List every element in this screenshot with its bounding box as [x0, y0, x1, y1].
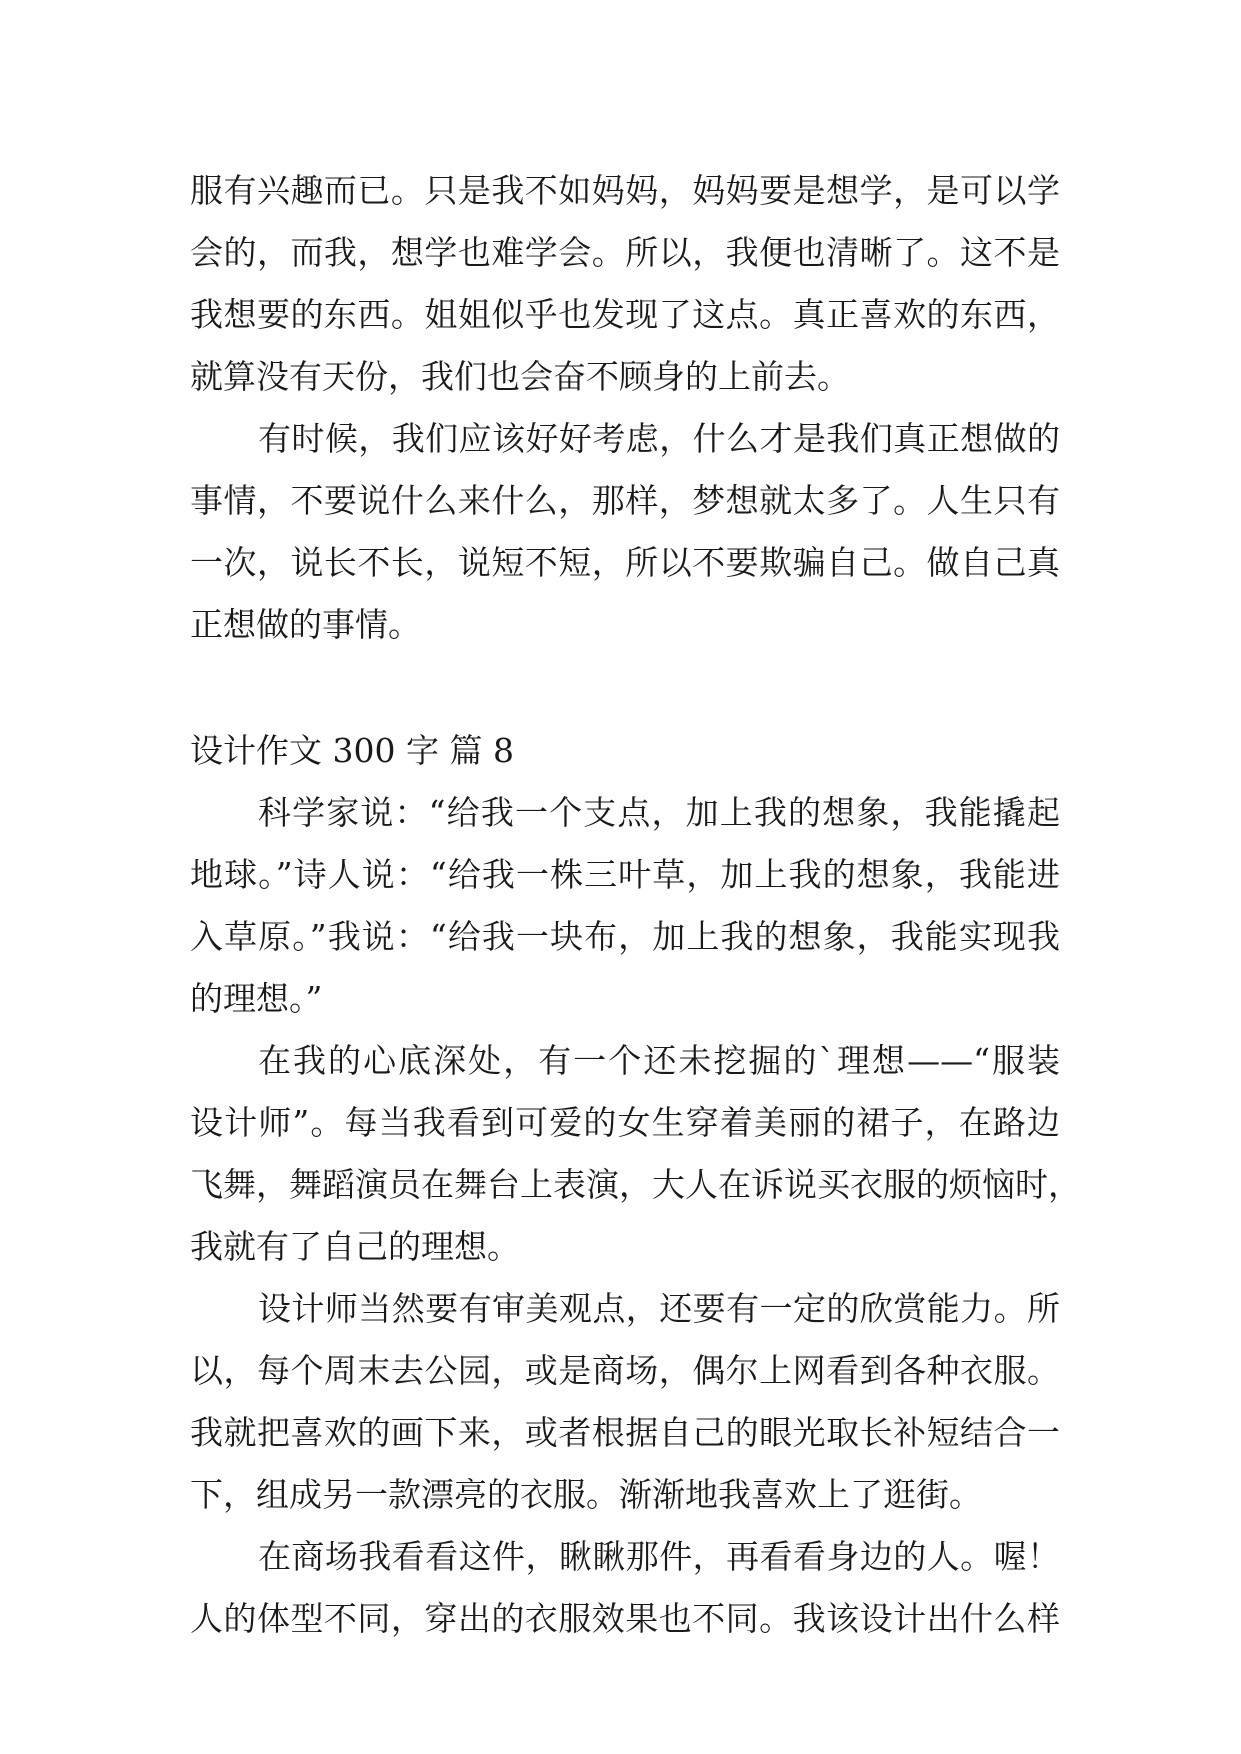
text-line: 正想做的事情。 — [190, 605, 421, 644]
text-line: 就算没有天份，我们也会奋不顾身的上前去。 — [190, 357, 850, 396]
paragraph — [190, 1030, 1081, 1278]
paragraph — [190, 160, 1060, 408]
text-line: 下，组成另一款漂亮的衣服。渐渐地我喜欢上了逛街。 — [190, 1475, 982, 1514]
section-gap — [190, 656, 1060, 720]
text-line: 我就把喜欢的画下来，或者根据自己的眼光取长补短结合一 — [190, 1413, 1060, 1452]
text-line: 人的体型不同，穿出的衣服效果也不同。我该设计出什么样 — [190, 1599, 1060, 1638]
text-line: 以，每个周末去公园，或是商场，偶尔上网看到各种衣服。 — [190, 1351, 1060, 1390]
text-line: 在商场我看看这件，瞅瞅那件，再看看身边的人。喔！ — [258, 1537, 1060, 1576]
paragraph — [190, 782, 1060, 1030]
text-line: 会的，而我，想学也难学会。所以，我便也清晰了。这不是 — [190, 233, 1060, 272]
text-line: 入草原。”我说：“给我一块布，加上我的想象，我能实现我 — [190, 917, 1060, 956]
text-line: 设计师当然要有审美观点，还要有一定的欣赏能力。所 — [258, 1289, 1060, 1328]
text-line: 飞舞，舞蹈演员在舞台上表演，大人在诉说买衣服的烦恼时， — [190, 1165, 1081, 1204]
text-line: 我想要的东西。姐姐似乎也发现了这点。真正喜欢的东西， — [190, 295, 1060, 334]
text-line: 设计师”。每当我看到可爱的女生穿着美丽的裙子，在路边 — [190, 1103, 1060, 1142]
paragraph — [190, 1278, 1060, 1526]
text-line: 有时候，我们应该好好考虑，什么才是我们真正想做的 — [258, 419, 1060, 458]
text-line: 一次，说长不长，说短不短，所以不要欺骗自己。做自己真 — [190, 543, 1060, 582]
text-line: 的理想。” — [190, 979, 323, 1018]
text-line: 科学家说：“给我一个支点，加上我的想象，我能撬起 — [258, 793, 1060, 832]
paragraph — [190, 408, 1060, 656]
paragraph — [190, 1526, 1060, 1650]
document-page — [190, 160, 1081, 1650]
text-line: 我就有了自己的理想。 — [190, 1227, 520, 1266]
section-title: 设计作文 300 字 篇 8 — [190, 731, 514, 770]
text-line: 地球。”诗人说：“给我一株三叶草，加上我的想象，我能进 — [190, 855, 1060, 894]
text-line: 服有兴趣而已。只是我不如妈妈，妈妈要是想学，是可以学 — [190, 171, 1060, 210]
text-line: 事情，不要说什么来什么，那样，梦想就太多了。人生只有 — [190, 481, 1060, 520]
text-line: 在我的心底深处，有一个还未挖掘的`理想——“服装 — [258, 1041, 1060, 1080]
